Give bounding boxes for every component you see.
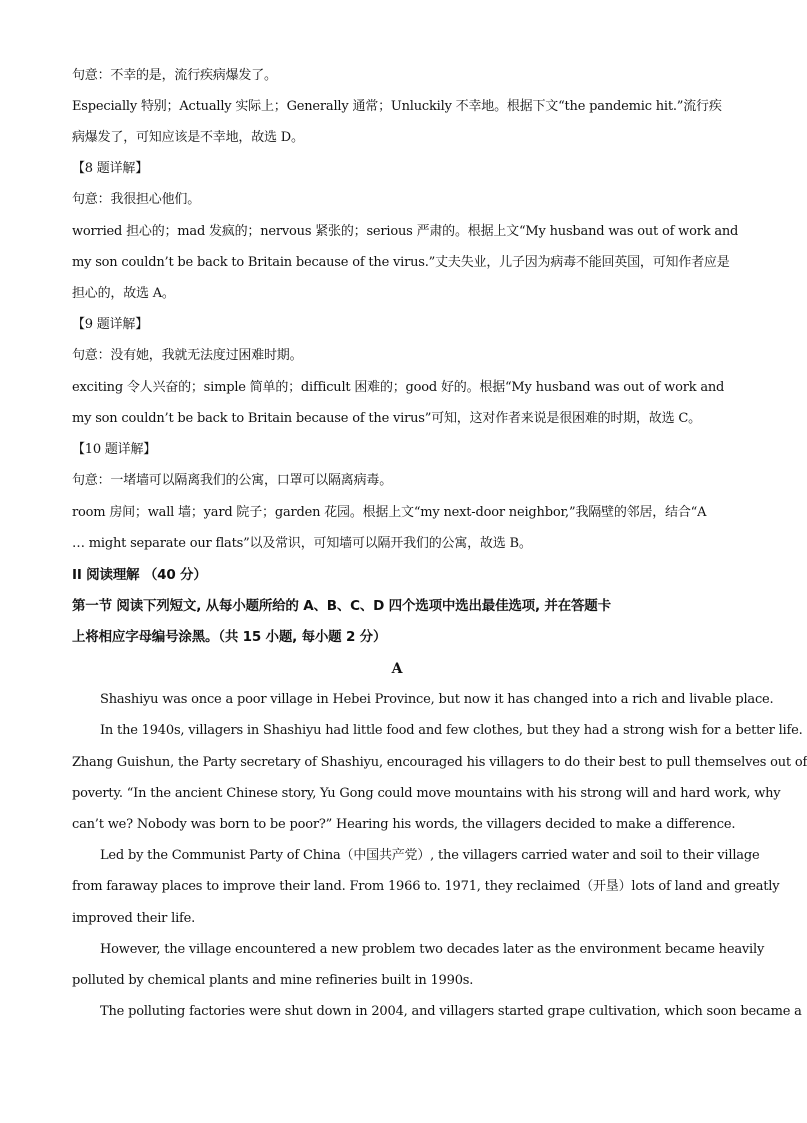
text-line: Especially 特别；Actually 实际上；Generally 通常；Unluckily 不幸地。根据下文“the pandemic hit.”流行疾 <box>72 99 722 114</box>
text-line: worried 担心的；mad 发疯的；nervous 紧张的；serious 严肃的。根据上文“My husband was out of work and <box>72 224 739 239</box>
instruction-line: 第一节 阅读下列短文, 从每小题所给的 A、B、C、D 四个选项中选出最佳选项, 并在答题卡 <box>72 598 611 614</box>
text-line: 句意：我很担心他们。 <box>72 192 201 207</box>
passage-line: polluted by chemical plants and mine refineries built in 1990s. <box>72 973 474 988</box>
text-line: 句意：没有她，我就无法度过困难时期。 <box>72 348 303 363</box>
text-line: 病爆发了，可知应该是不幸地，故选 D。 <box>72 130 304 145</box>
passage-line: poverty. “In the ancient Chinese story, Yu Gong could move mountains with his strong will and hard work, why <box>72 786 781 801</box>
passage-line: The polluting factories were shut down in 2004, and villagers started grape cultivation, which soon became a <box>100 1004 802 1019</box>
text-line: 句意：不幸的是，流行疾病爆发了。 <box>72 68 277 83</box>
passage-line: Shashiyu was once a poor village in Hebei Province, but now it has changed into a rich and livable place. <box>100 692 774 707</box>
passage-line: from faraway places to improve their land. From 1966 to. 1971, they reclaimed（开垦）lots of land and greatly <box>72 879 780 894</box>
passage-line: In the 1940s, villagers in Shashiyu had little food and few clothes, but they had a strong wish for a better life. <box>100 723 803 738</box>
passage-line: Zhang Guishun, the Party secretary of Shashiyu, encouraged his villagers to do their best to pull themselves out of <box>72 755 807 770</box>
instruction-line: 上将相应字母编号涂黑。（共 15 小题, 每小题 2 分） <box>72 629 387 645</box>
passage-line: However, the village encountered a new problem two decades later as the environment became heavily <box>100 942 765 957</box>
text-line: 担心的，故选 A。 <box>72 286 175 301</box>
text-line: my son couldn’t be back to Britain because of the virus.”丈夫失业，儿子因为病毒不能回英国，可知作者应是 <box>72 255 730 270</box>
text-line: exciting 令人兴奋的；simple 简单的；difficult 困难的；good 好的。根据“My husband was out of work and <box>72 380 725 395</box>
passage-title: A <box>391 661 403 677</box>
part-heading: II 阅读理解 （40 分） <box>72 567 207 583</box>
section-heading: 【8 题详解】 <box>72 161 149 176</box>
text-line: 句意：一堵墙可以隔离我们的公寓，口罩可以隔离病毒。 <box>72 473 393 488</box>
passage-line: improved their life. <box>72 911 196 926</box>
passage-line: Led by the Communist Party of China（中国共产党）, the villagers carried water and soil to their village <box>100 848 760 863</box>
passage-line: can’t we? Nobody was born to be poor?” Hearing his words, the villagers decided to make a difference. <box>72 817 736 832</box>
section-heading: 【9 题详解】 <box>72 317 149 332</box>
text-line: … might separate our flats”以及常识，可知墙可以隔开我们的公寓，故选 B。 <box>72 536 532 551</box>
text-line: my son couldn’t be back to Britain because of the virus”可知，这对作者来说是很困难的时期，故选 C。 <box>72 411 701 426</box>
section-heading: 【10 题详解】 <box>72 442 157 457</box>
text-line: room 房间；wall 墙；yard 院子；garden 花园。根据上文“my next-door neighbor,”我隔壁的邻居，结合“A <box>72 505 707 520</box>
